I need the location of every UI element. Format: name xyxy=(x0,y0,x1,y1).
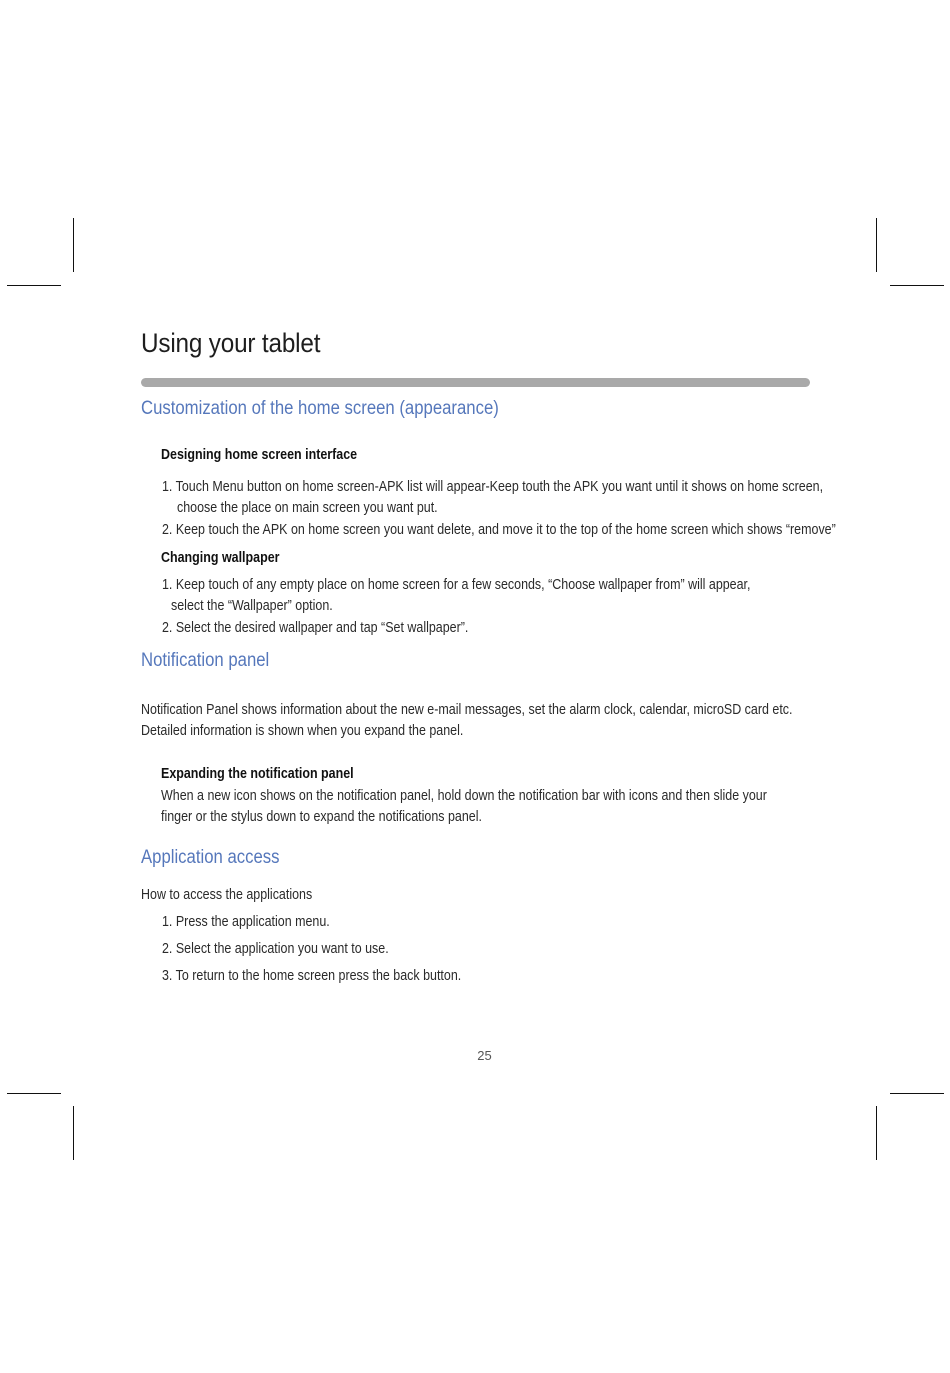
designing-item-1-line-1: 1. Touch Menu button on home screen-APK list will appear-Keep touth the APK you want until it shows on home screen, xyxy=(162,479,824,495)
section-heading-customization: Customization of the home screen (appearance) xyxy=(141,398,499,419)
section-heading-application: Application access xyxy=(141,847,280,868)
expanding-line-1: When a new icon shows on the notification panel, hold down the notification bar with icons and then slide your xyxy=(161,788,767,804)
application-step-1: 1. Press the application menu. xyxy=(162,914,330,930)
application-intro: How to access the applications xyxy=(141,887,313,903)
wallpaper-item-2: 2. Select the desired wallpaper and tap “Set wallpaper”. xyxy=(162,620,469,636)
application-step-2: 2. Select the application you want to use. xyxy=(162,941,389,957)
crop-mark-top-right-horizontal xyxy=(890,285,944,286)
crop-mark-bottom-left-vertical xyxy=(73,1106,74,1160)
section-heading-notification: Notification panel xyxy=(141,650,270,671)
title-rule xyxy=(141,378,810,387)
page-title: Using your tablet xyxy=(141,328,321,358)
subheading-designing: Designing home screen interface xyxy=(161,447,358,463)
page-number: 25 xyxy=(477,1048,492,1063)
crop-mark-bottom-right-vertical xyxy=(876,1106,877,1160)
expanding-line-2: finger or the stylus down to expand the notifications panel. xyxy=(161,809,482,825)
application-step-3: 3. To return to the home screen press the back button. xyxy=(162,968,462,984)
designing-item-2: 2. Keep touch the APK on home screen you want delete, and move it to the top of the home screen which shows “remove” xyxy=(162,522,836,538)
crop-mark-top-left-vertical xyxy=(73,218,74,272)
crop-mark-bottom-right-horizontal xyxy=(890,1093,944,1094)
notification-intro-line-2: Detailed information is shown when you expand the panel. xyxy=(141,723,464,739)
subheading-wallpaper: Changing wallpaper xyxy=(161,550,280,566)
wallpaper-item-1-line-2: select the “Wallpaper” option. xyxy=(171,598,333,614)
crop-mark-top-right-vertical xyxy=(876,218,877,272)
wallpaper-item-1-line-1: 1. Keep touch of any empty place on home screen for a few seconds, “Choose wallpaper from” will appear, xyxy=(162,577,751,593)
subheading-expanding: Expanding the notification panel xyxy=(161,766,354,782)
crop-mark-bottom-left-horizontal xyxy=(7,1093,61,1094)
notification-intro-line-1: Notification Panel shows information about the new e-mail messages, set the alarm clock, calendar, microSD card etc. xyxy=(141,702,793,718)
designing-item-1-line-2: choose the place on main screen you want put. xyxy=(177,500,438,516)
crop-mark-top-left-horizontal xyxy=(7,285,61,286)
